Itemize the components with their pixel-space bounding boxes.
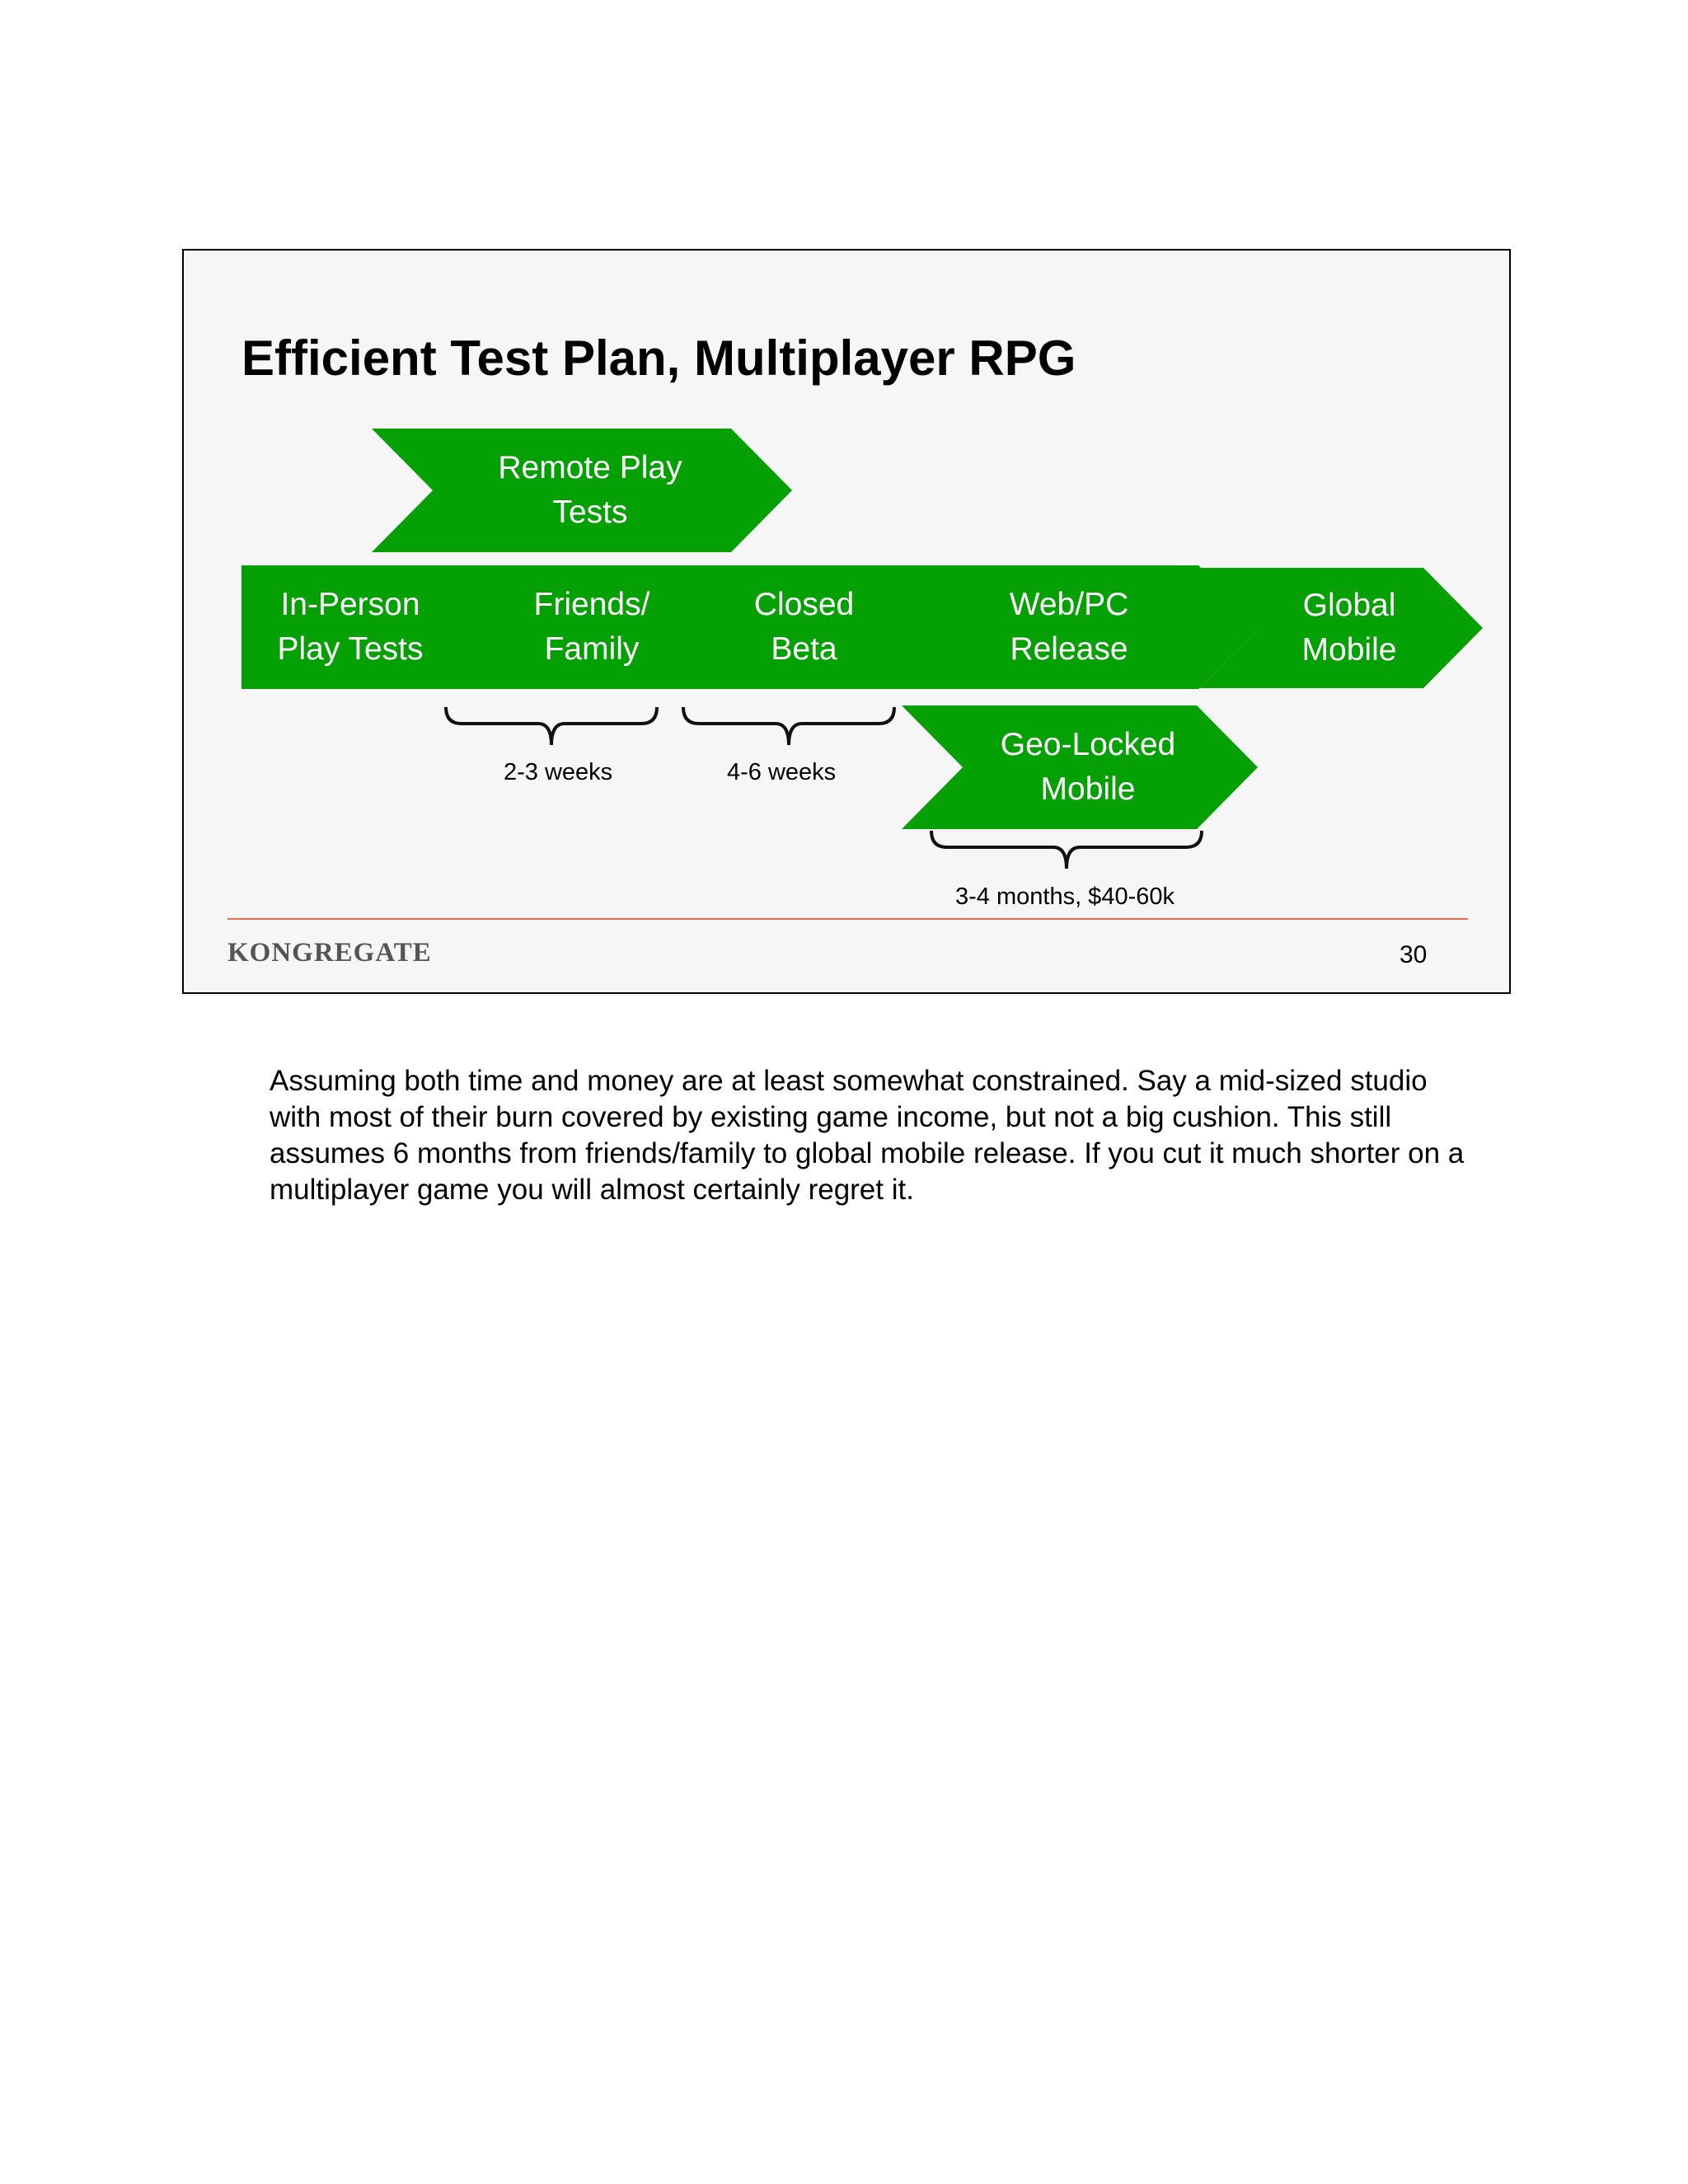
brace-closed-beta (681, 705, 897, 748)
curly-brace-icon (443, 705, 659, 748)
phase-remote-play-tests (372, 429, 792, 552)
page-number: 30 (1400, 941, 1428, 968)
phase-global-mobile (1199, 568, 1483, 688)
slide-title: Efficient Test Plan, Multiplayer RPG (241, 330, 1076, 386)
speaker-notes: Assuming both time and money are at least somewhat constrained. Say a mid-sized studio with most of their burn covered by existing game income, but not a big cushion. This still assumes 6 months from friends/family to global mobile release. If you cut it much shorter on a multiplayer game you will almost certainly regret it. (270, 1065, 1465, 1206)
curly-brace-icon (681, 705, 897, 748)
phase-label: Web/PC Release (1009, 587, 1129, 667)
phase-geo-locked-mobile (902, 705, 1258, 829)
phase-label: Friends/ Family (533, 587, 650, 667)
phase-label: Remote Play Tests (498, 450, 682, 530)
duration-friends-family: 2-3 weeks (504, 759, 613, 785)
slide (182, 249, 1511, 994)
duration-closed-beta: 4-6 weeks (727, 759, 837, 785)
footer-divider (227, 918, 1468, 920)
phase-label: Closed Beta (753, 587, 855, 667)
brace-friends-family (443, 705, 659, 748)
brace-geo-locked-mobile (929, 829, 1204, 872)
curly-brace-icon (929, 829, 1204, 872)
phase-label: In-Person Play Tests (277, 587, 424, 667)
duration-geo-locked-mobile: 3-4 months, $40-60k (955, 883, 1175, 910)
phase-label: Global Mobile (1301, 588, 1397, 668)
kongregate-logo: KONGREGATE (227, 938, 432, 968)
phase-label: Geo-Locked Mobile (1000, 727, 1176, 807)
